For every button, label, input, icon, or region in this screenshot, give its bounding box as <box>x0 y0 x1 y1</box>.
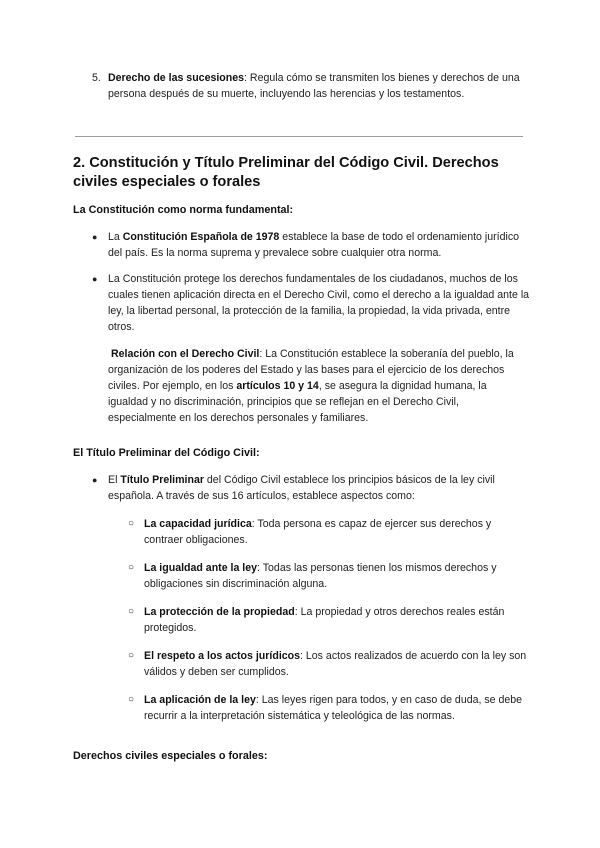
horizontal-divider <box>75 136 523 137</box>
bullet-dot: ● <box>92 475 98 485</box>
section-title: 2. Constitución y Título Preliminar del Código Civil. Derechos civiles especiales o forales <box>73 155 499 190</box>
circle-bullet: ○ <box>128 650 135 661</box>
bullet-dot: ● <box>92 274 98 284</box>
constitucion-heading: La Constitución como norma fundamental: <box>73 204 294 216</box>
circle-bullet: ○ <box>128 694 135 705</box>
term-bold: Constitución Española de 1978 <box>122 231 280 243</box>
subitem-igualdad: ○ La igualdad ante la ley: Todas las personas tienen los mismos derechos y obligaciones sin discriminación alguna. <box>128 562 497 590</box>
bullet-dot: ● <box>92 232 98 242</box>
subitem-capacidad: ○ La capacidad jurídica: Toda persona es capaz de ejercer sus derechos y contraer obligaciones. <box>128 518 492 546</box>
term-bold: Relación con el Derecho Civil <box>111 348 260 360</box>
term-bold: Derecho de las sucesiones <box>108 72 245 84</box>
relacion-paragraph: Relación con el Derecho Civil: La Constitución establece la soberanía del pueblo, la organización de los poderes del Estado y las bases para el ejercicio de los derechos civiles. Por ejemplo, en los artículos 10 y 14, se asegura la dignidad humana, la igualdad y no discriminación, principios que se reflejan en el Derecho Civil, especialmente en los derechos personales y familiares. <box>108 348 514 424</box>
bullet-derechos-fundamentales: ● La Constitución protege los derechos fundamentales de los ciudadanos, muchos de los cuales tienen aplicación directa en el Derecho Civil, como el derecho a la igualdad ante la ley, la libertad personal, la protección de la familia, la propiedad, la vida privada, entre otros. <box>92 273 530 333</box>
subitem-actos: ○ El respeto a los actos jurídicos: Los actos realizados de acuerdo con la ley son válidos y deben ser cumplidos. <box>128 650 527 678</box>
bullet-constitucion-1978: ● La Constitución Española de 1978 establece la base de todo el ordenamiento jurídico del país. Es la norma suprema y prevalece sobre cualquier otra norma. <box>92 231 520 259</box>
titulo-preliminar-heading: El Título Preliminar del Código Civil: <box>73 447 260 459</box>
subitem-propiedad: ○ La protección de la propiedad: La propiedad y otros derechos reales están protegidos. <box>128 606 505 634</box>
forales-heading: Derechos civiles especiales o forales: <box>73 750 268 762</box>
circle-bullet: ○ <box>128 606 135 617</box>
item-text: : Regula cómo se transmiten los bienes y derechos de una persona después de su muerte, incluyendo las herencias y los testamentos. <box>108 72 520 100</box>
circle-bullet: ○ <box>128 562 135 573</box>
term-bold: Título Preliminar <box>120 474 204 486</box>
circle-bullet: ○ <box>128 518 135 529</box>
list-item-sucesiones <box>92 70 532 102</box>
term-bold: artículos 10 y 14 <box>236 380 319 392</box>
list-number: 5. <box>92 72 101 84</box>
bullet-titulo-preliminar: ● El Título Preliminar del Código Civil establece los principios básicos de la ley civil española. A través de sus 16 artículos, establece aspectos como: <box>92 474 495 502</box>
subitem-aplicacion: ○ La aplicación de la ley: Las leyes rigen para todos, y en caso de duda, se debe recurrir a la interpretación sistemática y teleológica de las normas. <box>128 694 523 722</box>
